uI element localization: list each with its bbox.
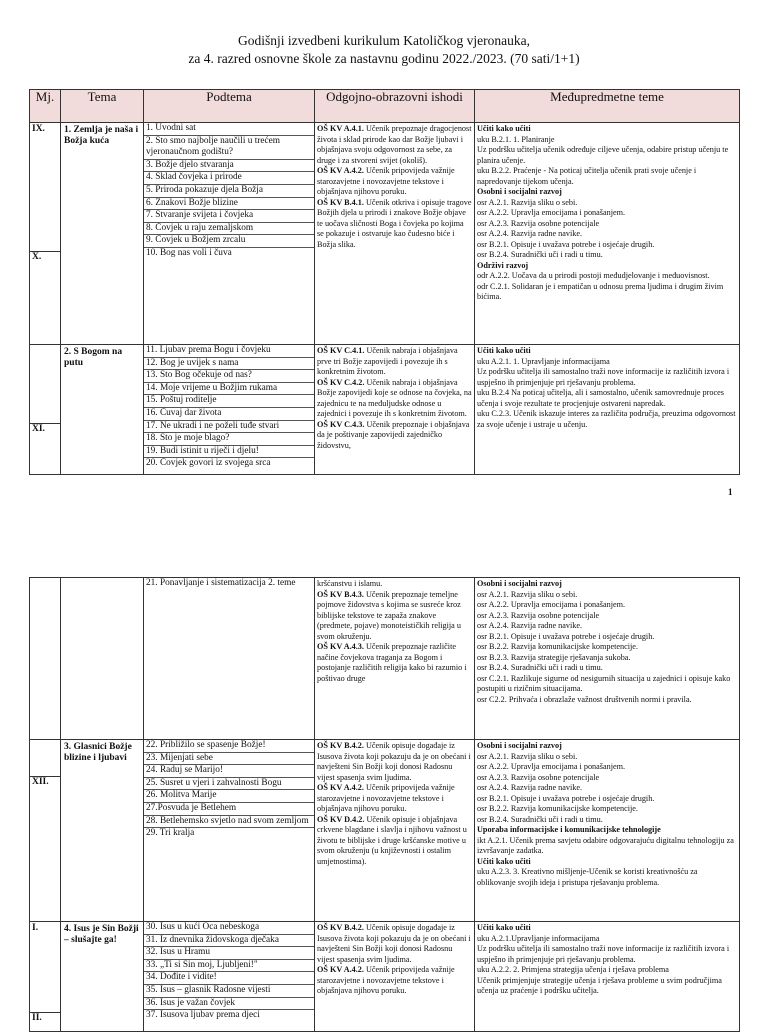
podtema-item: 18. Što je moje blago? [144, 433, 314, 446]
cross-topic-line: osr B.2.1. Opisuje i uvažava potrebe i osjećaje drugih. [477, 793, 655, 803]
outcome-text: Učenik prepoznaje različite načine čovjekova traganja za Bogom i postojanje različitih religija kako bi razumio i poštivao druge [317, 642, 467, 683]
cross-topic-line: uku B.2.4 Na poticaj učitelja, ali i samostalno, učenik samovrednuje proces učenja i svoje rezultate te procjenjuje ostvareni napredak. [477, 388, 724, 408]
podtema-item: 31. Iz dnevnika židovskoga dječaka [144, 935, 314, 948]
outcome-code: OŠ KV B.4.3. [317, 589, 364, 599]
outcome-text: Učenik pripovijeda važnije starozavjetne i novozavjetne tekstove i objašnjava njihovu poruku. [317, 965, 455, 995]
podtema-item: 4. Sklad čovjeka i prirode [144, 172, 314, 185]
outcome-paragraph [317, 378, 472, 420]
podtema-list [144, 922, 315, 1032]
podtema-item: 29. Tri kralja [146, 828, 195, 839]
month-label: X. [30, 251, 61, 262]
cross-topic-line: osr A.2.4. Razvija radne navike. [477, 229, 583, 238]
cross-topic-line: Učenik primjenjuje strategije učenja i rješava probleme u svim područjima učenja uz praćenje i podršku učitelja. [477, 975, 722, 995]
outcome-text: Učenik opisuje događaje iz Isusova života koji pokazuju da je on obećani i navješteni Sin Božji koji donosi Radosnu vijest spasenja svim ljudima. [317, 923, 471, 964]
title-line-1: Godišnji izvedbeni kurikulum Katoličkog vjeronauka, [237, 33, 531, 48]
outcome-text: Učenik prepoznaje i objašnjava da je poštivanje zapovijedi zajedničko židovstvu, [317, 419, 470, 450]
podtema-item: 26. Molitva Marije [144, 790, 314, 803]
cross-topic-line: uku B.2.1. 1. Planiranje [477, 134, 555, 144]
podtema-item: 23. Mijenjati sebe [144, 753, 314, 766]
cross-topic-line: osr B.2.1. Opisuje i uvažava potrebe i osjećaje drugih. [477, 239, 655, 249]
cross-topic-heading-text: Osobni i socijalni razvoj [477, 741, 562, 750]
month-label: II. [30, 1012, 61, 1023]
podtema-list [144, 578, 315, 740]
outcome-text: Učenik pripovijeda važnije starozavjetne i novozavjetne tekstove i objašnjava njihovu poruku. [317, 783, 455, 813]
podtema-item: 9. Čovjek u Božjem zrcalu [144, 235, 314, 248]
outcome-text: Učenik pripovijeda važnije starozavjetne i novozavjetne tekstove i objašnjava njihovu poruku. [317, 166, 455, 196]
podtema-item: 30. Isus u kući Oca nebeskoga [144, 922, 314, 935]
outcome-code: OŠ KV A.4.2. [317, 783, 364, 792]
cross-topic-line: osr A.2.2. Upravlja emocijama i ponašanjem. [477, 600, 626, 609]
table-row [30, 740, 740, 922]
podtema-item: 6. Znakovi Božje blizine [144, 198, 314, 211]
outcome-text: Učenik nabraja i objašnjava prve tri Božje zapovijedi i povezuje ih s konkretnim životom. [317, 346, 458, 376]
medupredmetne-cell [475, 345, 740, 475]
document-title [0, 32, 768, 68]
podtema-item: 11. Ljubav prema Bogu i čovjeku [144, 345, 314, 358]
cross-topic-line: ikt A.2.1. Učenik prema savjetu odabire odgovarajuću digitalnu tehnologiju za izvršavanje zadatka. [477, 835, 734, 855]
cross-topic-heading-text: Osobni i socijalni razvoj [477, 579, 562, 588]
table-row [30, 578, 740, 740]
cross-topic-line: osr B.2.1. Opisuje i uvažava potrebe i osjećaje drugih. [477, 631, 655, 641]
podtema-item: 28. Betlehemsko svjetlo nad svom zemljom [144, 816, 314, 829]
table-header-row [30, 90, 740, 123]
podtema-item: 36. Isus je važan čovjek [144, 998, 314, 1011]
cross-topic-line: osr A.2.3. Razvija osobne potencijale [477, 772, 600, 782]
podtema-item: 17. Ne ukradi i ne poželi tuđe stvari [144, 421, 314, 434]
cross-topic-line: osr B.2.2. Razvija komunikacijske kompetencije. [477, 804, 638, 813]
cross-topic-line: osr C2.2. Prihvaća i obrazlaže važnost društvenih normi i pravila. [477, 694, 692, 704]
tema-cell: 3. Glasnici Božje blizine i ljubavi [61, 740, 144, 922]
outcome-code: OŠ KV C.4.2. [317, 377, 365, 387]
cross-topic-heading-text: Učiti kako učiti [477, 124, 531, 133]
outcome-text: Učenik opisuje događaje iz Isusova života koji pokazuju da je on obećani i navješteni Sin Božji koji donosi Radosnu vijest spasenja svim ljudima. [317, 741, 471, 782]
month-cell [30, 578, 61, 740]
podtema-item: 15. Poštuj roditelje [144, 395, 314, 408]
outcome-paragraph [317, 124, 472, 166]
tema-cell: 1. Zemlja je naša i Božja kuća [61, 123, 144, 345]
cross-topic-line: osr B.2.4. Suradnički uči i radi u timu. [477, 250, 603, 259]
cross-topic-heading-text: Osobni i socijalni razvoj [477, 187, 562, 196]
header-podtema: Podtema [144, 90, 315, 123]
podtema-item: 21. Ponavljanje i sistematizacija 2. teme [146, 578, 296, 588]
outcome-text: Učenik prepoznaje temeljne pojmove židovstva s kojima se susreće kroz biblijske tekstove te zapaža znakove (predmete, pojave) monoteističkih religija u svom okruženju. [317, 589, 461, 641]
outcome-code: OŠ KV A.4.2. [317, 166, 364, 175]
cross-topic-line: uku A.2.1.Upravljanje informacijama [477, 933, 600, 943]
podtema-item: 34. Dođite i vidite! [144, 972, 314, 985]
outcome-text: kršćanstvu i islamu. [317, 579, 383, 588]
month-cell [30, 123, 61, 345]
title-line-2: za 4. razred osnovne škole za nastavnu godinu 2022./2023. (70 sati/1+1) [188, 51, 580, 66]
outcome-paragraph [317, 815, 472, 868]
cross-topic-line: osr A.2.2. Upravlja emocijama i ponašanjem. [477, 208, 626, 217]
curriculum-table-page-1 [29, 89, 740, 475]
outcome-paragraph [317, 579, 472, 590]
cross-topic-heading [477, 187, 737, 198]
ishodi-cell [315, 578, 475, 740]
cross-topic-heading [477, 825, 737, 836]
cross-topic-heading [477, 346, 737, 357]
outcome-code: OŠ KV B.4.2. [317, 741, 364, 750]
ishodi-cell [315, 345, 475, 475]
cross-topic-heading-text: Održivi razvoj [477, 260, 529, 270]
cross-topic-line: osr A.2.1. Razvija sliku o sebi. [477, 751, 578, 761]
medupredmetne-cell [475, 123, 740, 345]
cross-topic-line: Uz podršku učitelja učenik određuje ciljeve učenja, odabire pristup učenju te planira učenje. [477, 145, 729, 165]
podtema-item: 24. Raduj se Marijo! [144, 765, 314, 778]
podtema-item: 19. Budi istinit u riječi i djelu! [144, 446, 314, 459]
outcome-code: OŠ KV B.4.1. [317, 197, 364, 207]
outcome-code: OŠ KV A.4.3. [317, 642, 364, 651]
podtema-item: 22. Približilo se spasenje Božje! [144, 740, 314, 753]
outcome-paragraph [317, 783, 472, 815]
outcome-paragraph [317, 741, 472, 783]
podtema-list [144, 345, 315, 475]
podtema-item: 37. Isusova ljubav prema djeci [146, 1010, 260, 1021]
outcome-paragraph [317, 642, 472, 684]
cross-topic-line: osr B.2.4. Suradnički uči i radi u timu. [477, 663, 603, 672]
month-label: XII. [30, 776, 61, 787]
cross-topic-line: uku C.2.3. Učenik iskazuje interes za različita područja, preuzima odgovornost za svoje učenje i ustraje u učenju. [477, 409, 736, 429]
cross-topic-line: uku A.2.1. 1. Upravljanje informacijama [477, 356, 610, 366]
outcome-text: Učenik prepoznaje dragocjenost života i sklad prirode kao dar Božje ljubavi i objašnjava svoju odgovornost za sebe, za druge i za stvoreni svijet (okoliš). [317, 124, 472, 165]
outcome-paragraph [317, 923, 472, 965]
ishodi-cell [315, 922, 475, 1032]
podtema-item: 7. Stvaranje svijeta i čovjeka [144, 210, 314, 223]
header-medupredmetne: Međupredmetne teme [475, 90, 740, 123]
month-cell [30, 345, 61, 475]
cross-topic-line: odr C.2.1. Solidaran je i empatičan u odnosu prema ljudima i drugim živim bićima. [477, 281, 724, 301]
podtema-item: 1. Uvodni sat [144, 123, 314, 136]
podtema-item: 16. Čuvaj dar života [144, 408, 314, 421]
outcome-paragraph [317, 420, 472, 452]
cross-topic-heading [477, 124, 737, 135]
medupredmetne-cell [475, 578, 740, 740]
header-ishodi: Odgojno-obrazovni ishodi [315, 90, 475, 123]
tema-cell: 2. S Bogom na putu [61, 345, 144, 475]
cross-topic-heading [477, 857, 737, 868]
cross-topic-line: osr C.2.1. Razlikuje sigurne od nesigurnih situacija u zajednici i opisuje kako postupiti u rizičnim situacijama. [477, 673, 731, 693]
cross-topic-line: osr A.2.1. Razvija sliku o sebi. [477, 589, 578, 599]
cross-topic-heading-text: Učiti kako učiti [477, 856, 531, 866]
cross-topic-line: osr B.2.4. Suradnički uči i radi u timu. [477, 814, 603, 824]
cross-topic-line: Uz podršku učitelja ili samostalno traži nove informacije iz različitih izvora i uspješno ih primjenjuje pri rješavanju problema. [477, 944, 730, 964]
month-label: I. [32, 923, 39, 933]
cross-topic-heading [477, 741, 737, 752]
outcome-text: Učenik opisuje i objašnjava crkvene blagdane i slavlja i njihovu važnost u životu te biblijske i druge kršćanske motive u svom okruženju (u književnosti i ostalim umjetnostima). [317, 814, 467, 866]
month-cell [30, 740, 61, 922]
outcome-text: Učenik nabraja i objašnjava Božje zapovijedi koje se odnose na čovjeka, na zajednicu te na međuljudske odnose u zajednici i povezuje ih s konkretnim životom. [317, 377, 472, 418]
cross-topic-line: osr A.2.3. Razvija osobne potencijale [477, 218, 600, 228]
cross-topic-line: osr A.2.3. Razvija osobne potencijale [477, 610, 600, 620]
outcome-code: OŠ KV A.4.2. [317, 965, 364, 974]
cross-topic-line: osr A.2.4. Razvija radne navike. [477, 783, 583, 792]
ishodi-cell [315, 123, 475, 345]
cross-topic-line: osr B.2.3. Razvija strategije rješavanja sukoba. [477, 652, 631, 662]
podtema-item: 8. Čovjek u raju zemaljskom [144, 223, 314, 236]
curriculum-table-page-2 [29, 577, 740, 1032]
outcome-paragraph [317, 346, 472, 378]
cross-topic-line: osr B.2.2. Razvija komunikacijske kompetencije. [477, 642, 638, 651]
cross-topic-heading [477, 579, 737, 590]
outcome-text: Učenik otkriva i opisuje tragove Božjih djela u prirodi i znakove Božje objave te uočava sličnosti Boga i čovjeka po kojima se pokazuje i ostvaruje kao čudesno biće i Božja slika. [317, 197, 472, 249]
cross-topic-line: odr A.2.2. Uočava da u prirodi postoji međudjelovanje i međuovisnost. [477, 271, 710, 280]
cross-topic-line: uku B.2.2. Praćenje - Na poticaj učitelja učenik prati svoje učenje i napredovanje tijekom učenja. [477, 166, 697, 186]
cross-topic-heading-text: Uporaba informacijske i komunikacijske tehnologije [477, 825, 661, 834]
podtema-item: 35. Isus – glasnik Radosne vijesti [144, 985, 314, 998]
podtema-item: 33. „Ti si Sin moj, Ljubljeni!" [144, 960, 314, 973]
cross-topic-heading-text: Učiti kako učiti [477, 346, 531, 355]
outcome-paragraph [317, 166, 472, 198]
ishodi-cell [315, 740, 475, 922]
header-mj: Mj. [30, 90, 61, 123]
outcome-paragraph [317, 965, 472, 997]
page-number: 1 [728, 487, 733, 497]
outcome-code: OŠ KV B.4.2. [317, 923, 364, 932]
outcome-code: OŠ KV A.4.1. [317, 124, 364, 133]
cross-topic-line: osr A.2.1. Razvija sliku o sebi. [477, 197, 578, 207]
medupredmetne-cell [475, 922, 740, 1032]
podtema-item: 32. Isus u Hramu [144, 947, 314, 960]
cross-topic-heading-text: Učiti kako učiti [477, 923, 531, 932]
podtema-item: 2. Što smo najbolje naučili u trećem vjeronaučnom godištu? [144, 136, 314, 160]
cross-topic-heading [477, 923, 737, 934]
month-label: IX. [32, 124, 45, 134]
outcome-paragraph [317, 590, 472, 643]
table-row [30, 345, 740, 475]
podtema-item: 14. Moje vrijeme u Božjim rukama [144, 383, 314, 396]
tema-cell [61, 578, 144, 740]
header-tema: Tema [61, 90, 144, 123]
podtema-item: 13. Što Bog očekuje od nas? [144, 370, 314, 383]
month-label: XI. [30, 423, 61, 434]
outcome-code: OŠ KV C.4.1. [317, 346, 365, 355]
outcome-code: OŠ KV D.4.2. [317, 814, 365, 824]
table-row [30, 123, 740, 345]
month-cell [30, 922, 61, 1032]
medupredmetne-cell [475, 740, 740, 922]
cross-topic-line: osr A.2.2. Upravlja emocijama i ponašanjem. [477, 762, 626, 771]
podtema-item: 20. Čovjek govori iz svojega srca [146, 458, 271, 469]
cross-topic-line: uku A.2.2. 2. Primjena strategija učenja i rješava problema [477, 965, 669, 974]
podtema-item: 10. Bog nas voli i čuva [146, 247, 232, 258]
podtema-list [144, 123, 315, 345]
table-row [30, 922, 740, 1032]
tema-cell: 4. Isus je Sin Božji – slušajte ga! [61, 922, 144, 1032]
podtema-item: 3. Božje djelo stvaranja [144, 160, 314, 173]
podtema-item: 27.Posvuda je Betlehem [144, 803, 314, 816]
cross-topic-heading [477, 261, 737, 272]
cross-topic-line: uku A.2.3. 3. Kreativno mišljenje-Učenik se koristi kreativnošću za oblikovanje svojih ideja i pristupa rješavanju problema. [477, 867, 698, 887]
podtema-item: 12. Bog je uvijek s nama [144, 358, 314, 371]
podtema-item: 25. Susret u vjeri i zahvalnosti Bogu [144, 778, 314, 791]
podtema-list [144, 740, 315, 922]
cross-topic-line: Uz podršku učitelja ili samostalno traži nove informacije iz različitih izvora i uspješno ih primjenjuje pri rješavanju problema. [477, 367, 730, 387]
outcome-code: OŠ KV C.4.3. [317, 419, 365, 429]
cross-topic-line: osr A.2.4. Razvija radne navike. [477, 621, 583, 630]
podtema-item: 5. Priroda pokazuje djela Božja [144, 185, 314, 198]
outcome-paragraph [317, 198, 472, 251]
